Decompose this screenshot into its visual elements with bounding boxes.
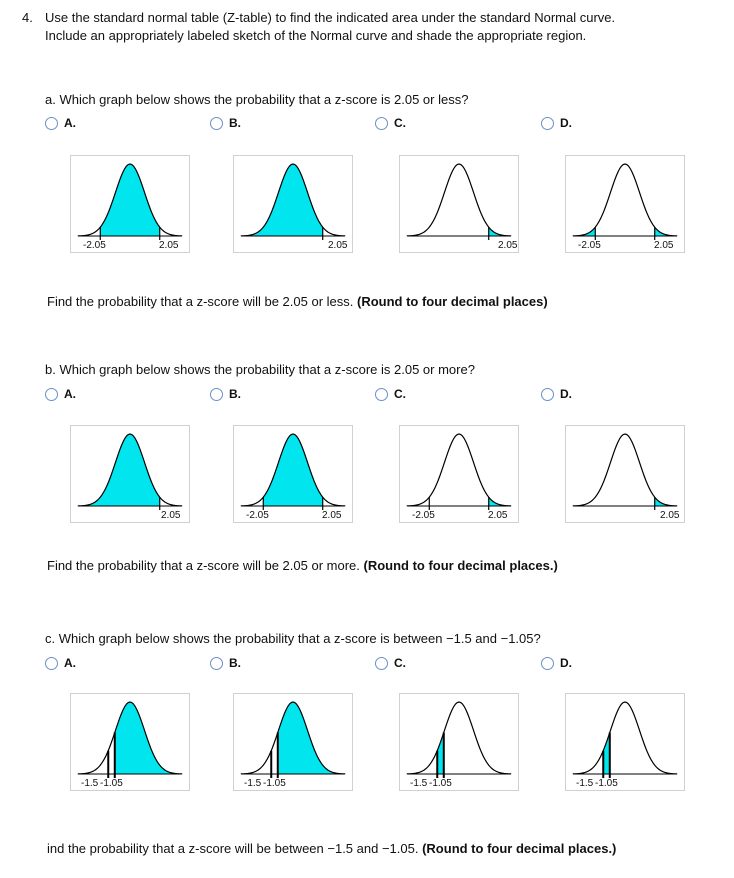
radio-button[interactable] <box>541 657 554 670</box>
normal-curve-sketch <box>71 426 189 522</box>
part-c-graph-b <box>233 693 353 791</box>
option-label: C. <box>394 116 406 130</box>
part-c-find-question: ind the probability that a z-score will be between −1.5 and −1.05. <box>47 841 419 856</box>
normal-curve <box>573 702 677 774</box>
part-c-option-d[interactable] <box>541 656 572 670</box>
radio-button[interactable] <box>45 117 58 130</box>
question-instructions-line2: Include an appropriately labeled sketch of the Normal curve and shade the appropriate region. <box>45 28 587 43</box>
z-value-label: -2.05 <box>246 510 269 521</box>
option-label: A. <box>64 116 76 130</box>
z-value-label: 2.05 <box>161 510 181 521</box>
z-value-label: -1.5 <box>244 778 262 789</box>
option-label: D. <box>560 116 572 130</box>
radio-button[interactable] <box>541 388 554 401</box>
option-label: A. <box>64 656 76 670</box>
question-instructions-line1: Use the standard normal table (Z-table) to find the indicated area under the standard Normal curve. <box>45 10 616 25</box>
radio-button[interactable] <box>541 117 554 130</box>
part-a-option-d[interactable] <box>541 116 572 130</box>
part-a-option-a[interactable] <box>45 116 76 130</box>
radio-button[interactable] <box>375 388 388 401</box>
part-b-find-question: Find the probability that a z-score will be 2.05 or more. <box>47 558 360 573</box>
part-c-round-note: (Round to four decimal places.) <box>422 841 617 856</box>
part-a-graph-b <box>233 155 353 253</box>
part-b-round-note: (Round to four decimal places.) <box>363 558 558 573</box>
radio-button[interactable] <box>375 117 388 130</box>
part-a-find-question: Find the probability that a z-score will be 2.05 or less. <box>47 294 354 309</box>
z-value-label: -2.05 <box>83 240 106 251</box>
question-number: 4. <box>22 10 33 25</box>
normal-curve <box>407 434 511 506</box>
part-c-option-a[interactable] <box>45 656 76 670</box>
normal-curve-sketch <box>234 694 352 790</box>
part-a-find-text <box>47 294 548 309</box>
option-label: B. <box>229 116 241 130</box>
normal-curve <box>573 164 677 236</box>
part-a-option-c[interactable] <box>375 116 406 130</box>
option-label: B. <box>229 656 241 670</box>
normal-curve-sketch <box>566 426 684 522</box>
normal-curve-sketch <box>234 156 352 252</box>
part-c-option-c[interactable] <box>375 656 406 670</box>
part-b-graph-d <box>565 425 685 523</box>
normal-curve-sketch <box>71 156 189 252</box>
part-c-option-b[interactable] <box>210 656 241 670</box>
part-b-graph-b <box>233 425 353 523</box>
part-c-graph-c <box>399 693 519 791</box>
normal-curve-sketch <box>400 156 518 252</box>
part-c-find-text <box>47 841 616 856</box>
option-label: C. <box>394 656 406 670</box>
z-value-label: 2.05 <box>322 510 342 521</box>
part-b-graph-c <box>399 425 519 523</box>
shaded-area <box>278 702 345 774</box>
shaded-area <box>115 702 182 774</box>
z-value-label: 2.05 <box>654 240 674 251</box>
part-b-option-b[interactable] <box>210 387 241 401</box>
part-b-find-text <box>47 558 558 573</box>
shaded-area <box>100 164 159 236</box>
z-value-label: -1.05 <box>595 778 618 789</box>
part-c-graph-a <box>70 693 190 791</box>
normal-curve-sketch <box>234 426 352 522</box>
part-b-title: b. Which graph below shows the probability that a z-score is 2.05 or more? <box>45 362 475 377</box>
z-value-label: 2.05 <box>498 240 518 251</box>
option-label: D. <box>560 656 572 670</box>
normal-curve <box>407 164 511 236</box>
radio-button[interactable] <box>210 657 223 670</box>
option-label: C. <box>394 387 406 401</box>
z-value-label: -1.5 <box>81 778 99 789</box>
normal-curve <box>407 702 511 774</box>
z-value-label: -1.05 <box>429 778 452 789</box>
z-value-label: 2.05 <box>660 510 680 521</box>
normal-curve-sketch <box>71 694 189 790</box>
part-b-option-c[interactable] <box>375 387 406 401</box>
normal-curve <box>573 434 677 506</box>
part-b-option-a[interactable] <box>45 387 76 401</box>
z-value-label: 2.05 <box>328 240 348 251</box>
radio-button[interactable] <box>210 117 223 130</box>
option-label: A. <box>64 387 76 401</box>
z-value-label: 2.05 <box>488 510 508 521</box>
part-b-option-d[interactable] <box>541 387 572 401</box>
part-a-graph-c <box>399 155 519 253</box>
option-label: B. <box>229 387 241 401</box>
radio-button[interactable] <box>375 657 388 670</box>
normal-curve-sketch <box>400 426 518 522</box>
z-value-label: -1.05 <box>263 778 286 789</box>
part-a-round-note: (Round to four decimal places) <box>357 294 548 309</box>
radio-button[interactable] <box>45 388 58 401</box>
part-c-title: c. Which graph below shows the probability that a z-score is between −1.5 and −1.05? <box>45 631 541 646</box>
z-value-label: -1.5 <box>576 778 594 789</box>
part-a-graph-a <box>70 155 190 253</box>
z-value-label: -1.5 <box>410 778 428 789</box>
radio-button[interactable] <box>210 388 223 401</box>
normal-curve-sketch <box>566 156 684 252</box>
part-a-title: a. Which graph below shows the probability that a z-score is 2.05 or less? <box>45 92 469 107</box>
z-value-label: 2.05 <box>159 240 179 251</box>
option-label: D. <box>560 387 572 401</box>
z-value-label: -2.05 <box>578 240 601 251</box>
part-a-graph-d <box>565 155 685 253</box>
part-a-option-b[interactable] <box>210 116 241 130</box>
normal-curve-sketch <box>566 694 684 790</box>
part-c-graph-d <box>565 693 685 791</box>
z-value-label: -2.05 <box>412 510 435 521</box>
part-b-graph-a <box>70 425 190 523</box>
shaded-area <box>263 434 322 506</box>
z-value-label: -1.05 <box>100 778 123 789</box>
radio-button[interactable] <box>45 657 58 670</box>
normal-curve-sketch <box>400 694 518 790</box>
